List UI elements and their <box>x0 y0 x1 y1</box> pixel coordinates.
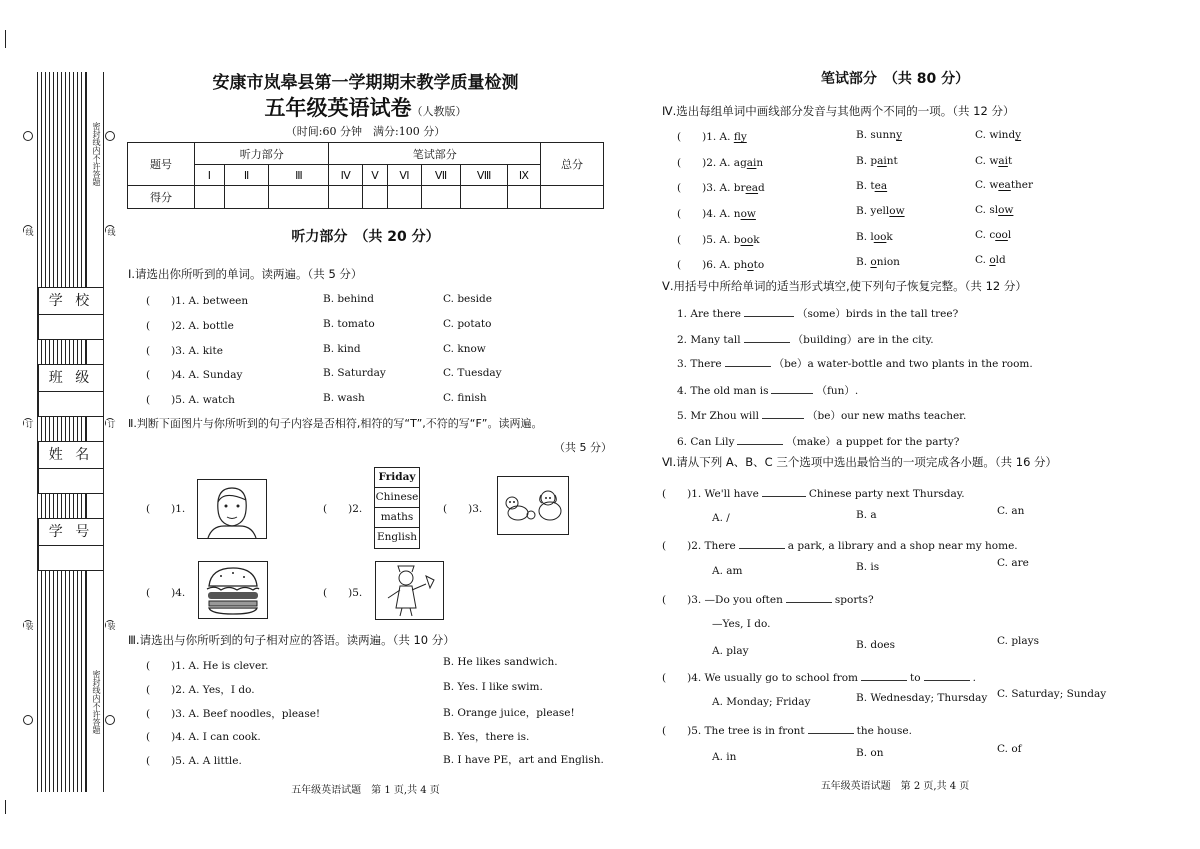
man-face-picture <box>197 479 267 539</box>
s5-q4-post: （fun）. <box>816 385 859 397</box>
s5-q4 <box>677 383 858 398</box>
class-field[interactable] <box>38 364 104 417</box>
binding-line <box>61 72 62 792</box>
exam-title: 安康市岚皋县第一学期期末教学质量检测 <box>212 73 519 93</box>
s5-q3-blank[interactable] <box>725 357 771 367</box>
line-marker: 线 <box>107 228 116 236</box>
s6-q4-b: B. Wednesday; Thursday <box>856 692 988 704</box>
s4-q2-c-underlined-letters: ai <box>998 155 1008 167</box>
s6-q2 <box>662 538 1018 553</box>
total-label: 总分 <box>541 143 604 186</box>
crop-mark <box>5 800 6 814</box>
student-id-label: 学 号 <box>39 519 103 546</box>
binding-line <box>37 72 38 792</box>
s6-q1 <box>662 486 965 501</box>
section-4-title: Ⅳ.选出每组单词中画线部分发音与其他两个不同的一项。（共 12 分） <box>662 104 1015 118</box>
s5-q4-blank[interactable] <box>771 384 813 394</box>
numeral-cell: Ⅷ <box>461 165 507 186</box>
s5-q5-pre: 5. Mr Zhou will <box>677 410 760 422</box>
s4-q2-a-underlined-letters: ai <box>746 157 757 169</box>
s4-q5-c-underlined-letters: oo <box>995 229 1008 241</box>
binding-line <box>41 72 42 792</box>
s2-q3-label: ( )3. <box>443 503 483 515</box>
question-no-label: 题号 <box>128 143 195 186</box>
student-id-input[interactable] <box>39 546 103 570</box>
binding-line <box>53 72 54 792</box>
score-cell[interactable] <box>195 186 225 209</box>
name-field[interactable] <box>38 441 104 494</box>
s6-q5-b: B. on <box>856 747 884 759</box>
s6-q5-a: A. in <box>712 751 737 763</box>
s2-q4-label: ( )4. <box>146 587 186 599</box>
s3-q3-b: B. Orange juice，please! <box>443 707 575 719</box>
crop-mark <box>5 30 6 48</box>
schedule-subject: Chinese <box>375 488 419 508</box>
s1-q3-b: B. kind <box>323 343 361 355</box>
hamburger-picture <box>198 561 268 619</box>
exam-subtitle: 五年级英语试卷 <box>264 95 412 120</box>
seal-warning-top: 密封线内不许答题 <box>91 122 102 212</box>
s1-q5-a: ( )5. A. watch <box>146 394 235 406</box>
s4-q5-a-underlined-letters: oo <box>740 234 754 246</box>
s6-q5-c: C. of <box>997 743 1022 755</box>
s4-q4-a-underlined-letters: ow <box>740 208 756 220</box>
s6-q3-b: B. does <box>856 639 896 651</box>
schedule-subject: maths <box>375 508 419 528</box>
s4-q1-c-underlined-letters: y <box>1015 129 1022 141</box>
time-info: （时间:60 分钟 满分:100 分） <box>285 125 446 138</box>
s1-q4-a: ( )4. A. Sunday <box>146 369 243 381</box>
s4-q1-a: ( )1. A. fly <box>677 131 747 143</box>
listening-col-header: 听力部分 <box>195 143 329 165</box>
s5-q1 <box>677 306 958 321</box>
numeral-cell: Ⅴ <box>362 165 387 186</box>
dogs-picture <box>497 476 569 535</box>
binding-line <box>57 72 58 792</box>
s4-q3-c: C. weather <box>975 179 1034 191</box>
written-col-header: 笔试部分 <box>329 143 541 165</box>
s4-q2-a: ( )2. A. again <box>677 157 764 169</box>
s4-q1-a-word: fly <box>733 131 747 143</box>
section-2-title: Ⅱ.判断下面图片与你所听到的句子内容是否相符,相符的写“T”,不符的写“F”。读两遍。 <box>128 417 543 430</box>
s4-q1-b-underlined-letters: y <box>896 129 903 141</box>
s1-q2-a: ( )2. A. bottle <box>146 320 234 332</box>
s4-q3-c-underlined-letters: ea <box>998 179 1011 191</box>
s6-q1-pre: ( )1. We'll have <box>662 488 759 500</box>
score-cell[interactable] <box>461 186 507 209</box>
s1-q1-a: ( )1. A. between <box>146 295 249 307</box>
person-cooking-picture <box>375 561 444 620</box>
s4-q2-c: C. wait <box>975 155 1013 167</box>
school-input[interactable] <box>39 315 103 339</box>
zhuang-marker: 装 <box>25 622 34 630</box>
binding-line <box>85 72 87 792</box>
s1-q2-c: C. potato <box>443 318 492 330</box>
s6-q3-pre: ( )3. —Do you often <box>662 594 783 606</box>
s4-q4-c-underlined-letters: ow <box>998 204 1014 216</box>
s1-q5-c: C. finish <box>443 392 487 404</box>
schedule-subject: English <box>376 531 418 543</box>
binding-line <box>73 72 74 792</box>
s6-q2-blank[interactable] <box>739 539 785 549</box>
schedule-card <box>374 467 420 549</box>
s4-q6-b-underlined-letters: o <box>870 256 877 268</box>
s1-q3-c: C. know <box>443 343 486 355</box>
s4-q4-c: C. slow <box>975 204 1014 216</box>
section-5-title: Ⅴ.用括号中所给单词的适当形式填空,使下列句子恢复完整。（共 12 分） <box>662 279 1027 293</box>
s4-q6-c-underlined-letters: o <box>989 254 996 266</box>
binding-line <box>45 72 46 792</box>
s5-q6 <box>677 434 959 449</box>
s6-q3-c: C. plays <box>997 635 1039 647</box>
s6-q3-reply: —Yes, I do. <box>712 618 771 630</box>
s6-q2-a: A. am <box>712 565 743 577</box>
binding-line <box>49 72 50 792</box>
s4-q6-b: B. onion <box>856 256 900 268</box>
class-input[interactable] <box>39 392 103 416</box>
s6-q4-blank-2[interactable] <box>924 671 970 681</box>
s2-q1-label: ( )1. <box>146 503 186 515</box>
page-1-footer: 五年级英语试题 第 1 页,共 4 页 <box>291 785 440 796</box>
s6-q2-post: a park, a library and a shop near my home. <box>787 540 1018 552</box>
s1-q4-c: C. Tuesday <box>443 367 502 379</box>
s6-q1-a: A. / <box>712 512 730 524</box>
s6-q2-pre: ( )2. There <box>662 540 736 552</box>
s4-q5-b: B. look <box>856 231 893 243</box>
s6-q3-blank[interactable] <box>786 593 832 603</box>
section-2-points: （共 5 分） <box>554 441 612 454</box>
s4-q3-b: B. tea <box>856 180 888 192</box>
s5-q6-blank[interactable] <box>737 435 783 445</box>
numeral-cell: Ⅵ <box>388 165 421 186</box>
section-1-title: Ⅰ.请选出你所听到的单词。读两遍。（共 5 分） <box>128 267 363 281</box>
s6-q5-post: the house. <box>856 725 912 737</box>
s3-q5-a: ( )5. A. A little. <box>146 755 242 767</box>
schedule-day: Friday <box>375 468 419 488</box>
s5-q3 <box>677 356 1033 371</box>
numeral-cell: Ⅱ <box>224 165 269 186</box>
s6-q4-a: A. Monday; Friday <box>712 696 811 708</box>
student-id-field[interactable] <box>38 518 104 571</box>
binding-line <box>81 72 82 792</box>
s3-q2-a: ( )2. A. Yes，I do. <box>146 684 255 696</box>
man-face-icon <box>198 480 266 538</box>
s4-q3-a: ( )3. A. bread <box>677 182 765 194</box>
numeral-cell: Ⅳ <box>329 165 362 186</box>
s6-q5-blank[interactable] <box>808 724 854 734</box>
s4-q3-a-underlined-letters: ea <box>745 182 759 194</box>
s6-q4 <box>662 670 976 685</box>
s3-q4-a: ( )4. A. I can cook. <box>146 731 261 743</box>
s5-q1-pre: 1. Are there <box>677 308 741 320</box>
written-header: 笔试部分 （共 80 分） <box>820 71 970 87</box>
zhuang-marker: 装 <box>107 622 116 630</box>
s6-q4-post: . <box>972 672 976 684</box>
s1-q1-b: B. behind <box>323 293 374 305</box>
s6-q3-a: A. play <box>712 645 749 657</box>
seal-warning-bottom: 密封线内不许答题 <box>91 670 102 760</box>
section-3-title: Ⅲ.请选出与你所听到的句子相对应的答语。读两遍。（共 10 分） <box>128 633 455 647</box>
s4-q2-b: B. paint <box>856 155 898 167</box>
s3-q2-b: B. Yes. I like swim. <box>443 681 543 693</box>
ding-marker: 订 <box>107 420 116 428</box>
s3-q5-b: B. I have PE，art and English. <box>443 754 604 766</box>
s6-q1-b: B. a <box>856 509 877 521</box>
name-label: 姓 名 <box>39 442 103 469</box>
binding-line <box>77 72 78 792</box>
s3-q1-a: ( )1. A. He is clever. <box>146 660 269 672</box>
s4-q6-a: ( )6. A. photo <box>677 259 765 271</box>
line-marker: 线 <box>25 228 34 236</box>
s6-q1-post: Chinese party next Thursday. <box>808 488 965 500</box>
s6-q2-c: C. are <box>997 557 1029 569</box>
s4-q4-b-underlined-letters: ow <box>889 205 905 217</box>
class-label: 班 级 <box>39 365 103 392</box>
exam-subtitle-row <box>127 92 604 122</box>
score-cell[interactable] <box>329 186 362 209</box>
binding-line <box>65 72 66 792</box>
school-label: 学 校 <box>39 288 103 315</box>
s2-q5-label: ( )5. <box>323 587 363 599</box>
total-score-cell[interactable] <box>541 186 604 209</box>
s6-q2-b: B. is <box>856 561 880 573</box>
s5-q3-pre: 3. There <box>677 358 722 370</box>
s4-q6-c: C. old <box>975 254 1006 266</box>
s3-q4-b: B. Yes，there is. <box>443 731 530 743</box>
page-2-footer: 五年级英语试题 第 2 页,共 4 页 <box>820 781 970 792</box>
s4-q2-b-underlined-letters: ai <box>877 155 887 167</box>
binding-hole <box>23 131 33 141</box>
s6-q5-pre: ( )5. The tree is in front <box>662 725 805 737</box>
person-icon <box>376 562 443 619</box>
score-cell[interactable] <box>507 186 540 209</box>
s5-q2 <box>677 332 934 347</box>
score-cell[interactable] <box>224 186 269 209</box>
s6-q3-post: sports? <box>834 594 874 606</box>
s1-q3-a: ( )3. A. kite <box>146 345 223 357</box>
s4-q4-a: ( )4. A. now <box>677 208 756 220</box>
s5-q2-blank[interactable] <box>744 333 790 343</box>
s5-q6-post: （make）a puppet for the party? <box>786 436 960 448</box>
hamburger-icon <box>199 562 267 618</box>
s4-q1-c: C. windy <box>975 129 1022 141</box>
s4-q5-c: C. cool <box>975 229 1012 241</box>
s6-q4-blank-1[interactable] <box>861 671 907 681</box>
binding-hole <box>105 715 115 725</box>
listening-header: 听力部分 （共 20 分） <box>291 229 440 245</box>
binding-hole <box>105 131 115 141</box>
s4-q4-b: B. yellow <box>856 205 905 217</box>
s6-q4-pre: ( )4. We usually go to school from <box>662 672 859 684</box>
s6-q4-mid: to <box>910 672 921 684</box>
s4-q1-b: B. sunny <box>856 129 903 141</box>
s4-q6-a-underlined-letters: o <box>747 259 754 271</box>
s5-q6-pre: 6. Can Lily <box>677 436 735 448</box>
section-6-title: Ⅵ.请从下列 A、B、C 三个选项中选出最恰当的一项完成各小题。（共 16 分） <box>662 455 1058 469</box>
score-cell[interactable] <box>388 186 421 209</box>
s5-q1-post: （some）birds in the tall tree? <box>796 308 959 320</box>
s5-q2-pre: 2. Many tall <box>677 334 741 346</box>
s1-q1-c: C. beside <box>443 293 492 305</box>
score-row-label: 得分 <box>128 186 195 209</box>
s6-q4-c: C. Saturday; Sunday <box>997 688 1107 700</box>
binding-line <box>103 72 104 792</box>
s3-q3-a: ( )3. A. Beef noodles，please! <box>146 708 321 720</box>
score-cell[interactable] <box>362 186 387 209</box>
s2-q2-label: ( )2. <box>323 503 363 515</box>
school-field[interactable] <box>38 287 104 340</box>
s5-q2-post: （building）are in the city. <box>792 334 934 346</box>
s4-q5-a: ( )5. A. book <box>677 234 760 246</box>
s5-q5-blank[interactable] <box>762 409 804 419</box>
s5-q5 <box>677 408 966 423</box>
ding-marker: 订 <box>25 420 34 428</box>
numeral-cell: Ⅸ <box>507 165 540 186</box>
numeral-cell: Ⅰ <box>195 165 225 186</box>
s5-q1-blank[interactable] <box>744 307 794 317</box>
s6-q1-blank[interactable] <box>762 487 806 497</box>
s1-q5-b: B. wash <box>323 392 365 404</box>
s1-q2-b: B. tomato <box>323 318 375 330</box>
score-cell[interactable] <box>269 186 329 209</box>
binding-hole <box>23 715 33 725</box>
s4-q5-b-underlined-letters: oo <box>873 231 887 243</box>
s5-q3-post: （be）a water-bottle and two plants in the room. <box>773 358 1033 370</box>
s1-q4-b: B. Saturday <box>323 367 386 379</box>
s6-q5 <box>662 723 912 738</box>
score-cell[interactable] <box>421 186 461 209</box>
score-table <box>127 142 604 209</box>
s5-q4-pre: 4. The old man is <box>677 385 769 397</box>
s3-q1-b: B. He likes sandwich. <box>443 656 558 668</box>
s6-q1-c: C. an <box>997 505 1025 517</box>
edition-label: （人教版） <box>411 105 467 118</box>
name-input[interactable] <box>39 469 103 493</box>
s5-q5-post: （be）our new maths teacher. <box>807 410 967 422</box>
s4-q3-b-underlined-letters: ea <box>874 180 888 192</box>
dogs-icon <box>498 477 568 534</box>
numeral-cell: Ⅲ <box>269 165 329 186</box>
numeral-cell: Ⅶ <box>421 165 461 186</box>
s6-q3 <box>662 592 874 607</box>
binding-line <box>69 72 70 792</box>
